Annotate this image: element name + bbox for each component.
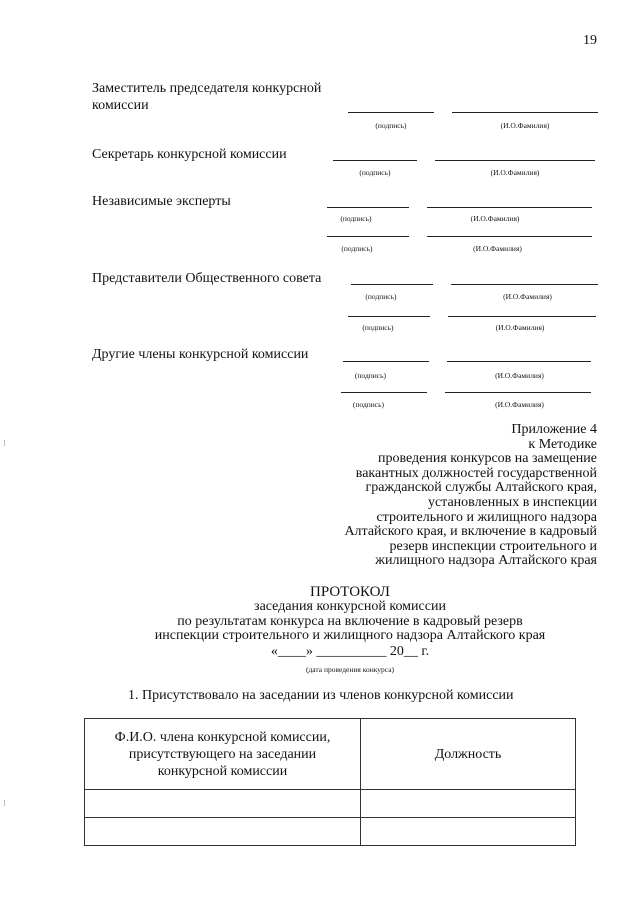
- protocol-subtitle: инспекции строительного и жилищного надзора Алтайского края: [154, 628, 546, 643]
- signature-line: [327, 236, 409, 237]
- appendix-line: резерв инспекции строительного и: [389, 538, 597, 554]
- header-fio-text: Ф.И.О. члена конкурсной комиссии, присутствующего на заседании конкурсной комиссии: [114, 729, 331, 779]
- table-cell[interactable]: [361, 790, 576, 818]
- name-line: [427, 236, 592, 237]
- role-deputy-chairman: Заместитель председателя конкурсной комиссии: [92, 81, 322, 113]
- page-number: 19: [583, 33, 597, 48]
- appendix-line: строительного и жилищного надзора: [376, 509, 597, 525]
- caption-name: (И.О.Фамилия): [490, 168, 540, 177]
- protocol-subtitle: заседания конкурсной комиссии: [254, 599, 446, 614]
- caption-signature: (подпись): [365, 292, 397, 301]
- caption-signature: (подпись): [354, 371, 387, 380]
- protocol-title: ПРОТОКОЛ: [310, 584, 390, 600]
- role-public-council: Представители Общественного совета: [92, 271, 322, 286]
- caption-signature: (подпись): [352, 400, 385, 409]
- section-heading: 1. Присутствовало на заседании из членов конкурсной комиссии: [128, 688, 514, 703]
- appendix-line: к Методике: [528, 436, 597, 452]
- margin-mark: [4, 800, 5, 806]
- caption-name: (И.О.Фамилия): [473, 244, 522, 253]
- protocol-subtitle: по результатам конкурса на включение в кадровый резерв: [177, 614, 523, 629]
- caption-name: (И.О.Фамилия): [470, 214, 520, 223]
- signature-line: [327, 207, 409, 208]
- appendix-line: жилищного надзора Алтайского края: [375, 553, 597, 569]
- caption-name: (И.О.Фамилия): [495, 371, 544, 380]
- appendix-line: установленных в инспекции: [427, 494, 597, 510]
- table-header-position: Должность: [361, 719, 576, 790]
- name-line: [435, 160, 595, 161]
- margin-mark: [4, 440, 5, 446]
- signature-line: [343, 361, 429, 362]
- appendix-line: проведения конкурсов на замещение: [377, 451, 597, 467]
- appendix-line: гражданской службы Алтайского края,: [365, 480, 597, 496]
- table-cell[interactable]: [85, 790, 361, 818]
- appendix-line: Алтайского края, и включение в кадровый: [344, 524, 597, 540]
- name-line: [445, 392, 591, 393]
- caption-name: (И.О.Фамилия): [495, 400, 544, 409]
- name-line: [451, 284, 598, 285]
- caption-name: (И.О.Фамилия): [503, 292, 552, 301]
- caption-signature: (подпись): [362, 323, 394, 332]
- appendix-header: [277, 423, 597, 569]
- caption-signature: (подпись): [359, 168, 391, 177]
- date-caption: (дата проведения конкурса): [305, 665, 395, 674]
- signature-line: [341, 392, 427, 393]
- table-cell[interactable]: [361, 818, 576, 846]
- caption-signature: (подпись): [340, 214, 372, 223]
- caption-name: (И.О.Фамилия): [495, 323, 545, 332]
- table-row: [85, 818, 576, 846]
- signature-line: [348, 112, 434, 113]
- role-experts: Независимые эксперты: [92, 194, 231, 209]
- members-table: [84, 718, 576, 846]
- role-secretary: Секретарь конкурсной комиссии: [92, 147, 287, 162]
- name-line: [452, 112, 598, 113]
- role-other-members: Другие члены конкурсной комиссии: [92, 347, 309, 362]
- table-header-row: [85, 719, 576, 790]
- table-row: [85, 790, 576, 818]
- name-line: [447, 361, 591, 362]
- caption-signature: (подпись): [375, 121, 407, 130]
- appendix-line: Приложение 4: [511, 422, 597, 437]
- caption-signature: (подпись): [341, 244, 373, 253]
- signature-line: [348, 316, 430, 317]
- caption-name: (И.О.Фамилия): [500, 121, 550, 130]
- signature-line: [351, 284, 433, 285]
- table-header-fio: [85, 719, 361, 790]
- protocol-date-line: «____» __________ 20__ г.: [270, 644, 430, 659]
- name-line: [427, 207, 592, 208]
- table-cell[interactable]: [85, 818, 361, 846]
- signature-line: [333, 160, 417, 161]
- appendix-line: вакантных должностей государственной: [355, 465, 597, 481]
- name-line: [448, 316, 596, 317]
